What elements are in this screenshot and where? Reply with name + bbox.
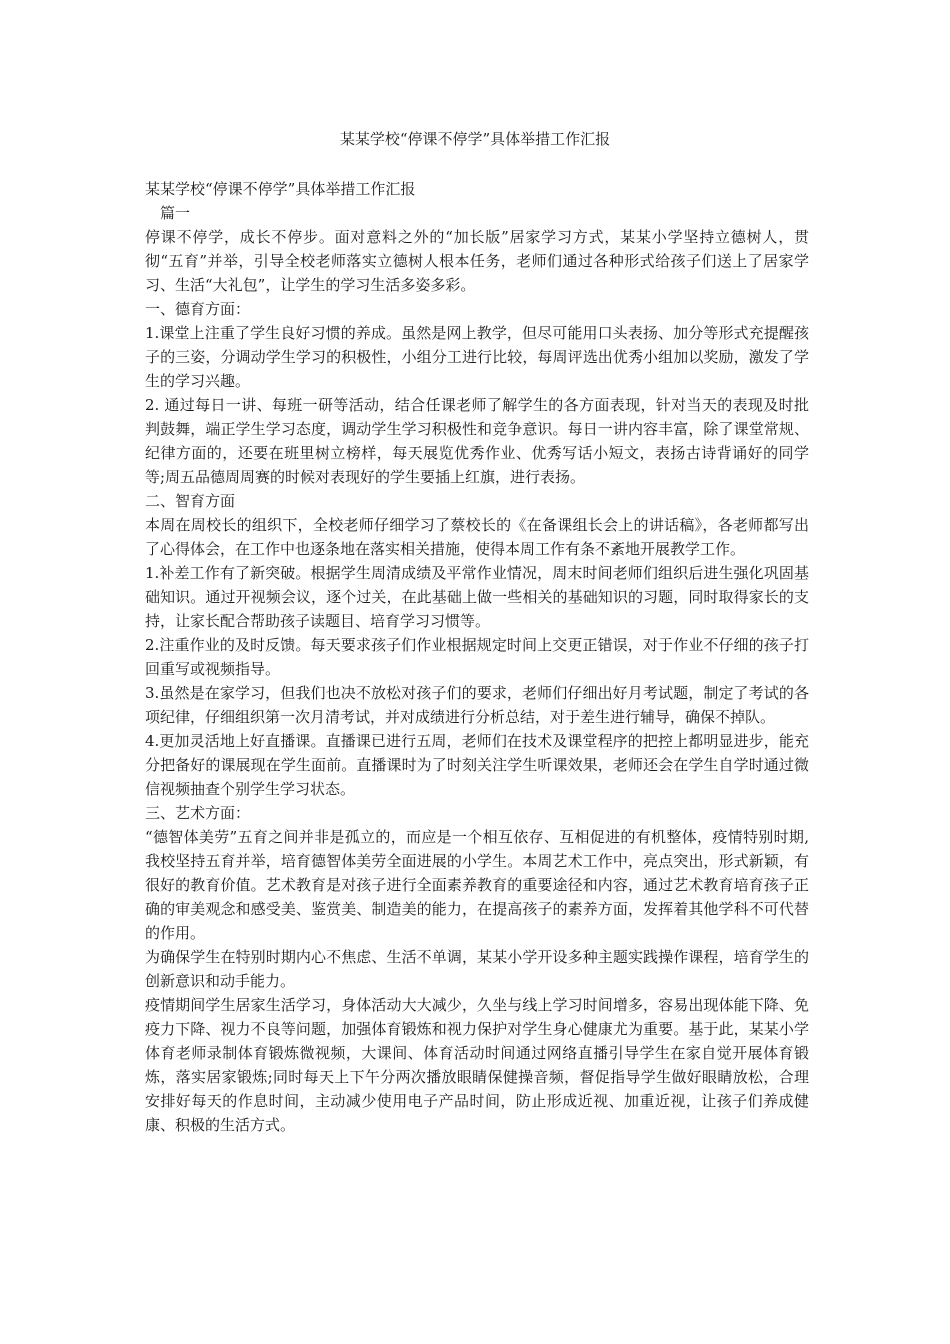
paragraph: 1.补差工作有了新突破。根据学生周清成绩及平常作业情况，周末时间老师们组织后进生强化巩固基础知识。通过开视频会议，逐个过关，在此基础上做一些相关的基础知识的习题，同时取得家长的支持，让家长配合帮助孩子读题目、培育学习习惯等。 <box>145 564 809 630</box>
document-body <box>145 177 809 1137</box>
document-title: 某某学校“停课不停学”具体举措工作汇报 <box>339 130 611 148</box>
paragraph: “德智体美劳”五育之间并非是孤立的，而应是一个相互依存、互相促进的有机整体，疫情特别时期,我校坚持五育并举，培育德智体美劳全面进展的小学生。本周艺术工作中，亮点突出，形式新颖，有很好的教育价值。艺术教育是对孩子进行全面素养教育的重要途径和内容，通过艺术教育培育孩子正确的审美观念和感受美、鉴赏美、制造美的能力，在提高孩子的素养方面，发挥着其他学科不可代替的作用。 <box>145 828 809 942</box>
section-heading: 一、德育方面： <box>145 300 251 318</box>
paragraph: 本周在周校长的组织下，全校老师仔细学习了蔡校长的《在备课组长会上的讲话稿》，各老师都写出了心得体会，在工作中也逐条地在落实相关措施，使得本周工作有条不紊地开展教学工作。 <box>145 516 809 558</box>
paragraph: 停课不停学，成长不停步。面对意料之外的“加长版”居家学习方式，某某小学坚持立德树人，贯彻“五育”并举，引导全校老师落实立德树人根本任务，老师们通过各种形式给孩子们送上了居家学习、生活“大礼包”，让学生的学习生活多姿多彩。 <box>145 228 809 294</box>
paragraph: 1.课堂上注重了学生良好习惯的养成。虽然是网上教学，但尽可能用口头表扬、加分等形式充提醒孩子的三姿，分调动学生学习的积极性，小组分工进行比较，每周评选出优秀小组加以奖励，激发了学生的学习兴趣。 <box>145 324 809 390</box>
paragraph: 疫情期间学生居家生活学习，身体活动大大减少，久坐与线上学习时间增多，容易出现体能下降、免疫力下降、视力不良等问题，加强体育锻炼和视力保护对学生身心健康尤为重要。基于此，某某小学体育老师录制体育锻炼微视频，大课间、体育活动时间通过网络直播引导学生在家自觉开展体育锻炼，落实居家锻炼;同时每天上下午分两次播放眼睛保健操音频，督促指导学生做好眼睛放松，合理安排好每天的作息时间，主动减少使用电子产品时间，防止形成近视、加重近视，让孩子们养成健康、积极的生活方式。 <box>145 996 809 1134</box>
part-label: 篇一 <box>160 204 191 222</box>
section-heading: 二、智育方面 <box>145 492 236 510</box>
paragraph: 4.更加灵活地上好直播课。直播课已进行五周，老师们在技术及课堂程序的把控上都明显进步，能充分把备好的课展现在学生面前。直播课时为了时刻关注学生听课效果，老师还会在学生自学时通过微信视频抽查个别学生学习状态。 <box>145 732 809 798</box>
paragraph: 3.虽然是在家学习，但我们也决不放松对孩子们的要求，老师们仔细出好月考试题，制定了考试的各项纪律，仔细组织第一次月清考试，并对成绩进行分析总结，对于差生进行辅导，确保不掉队。 <box>145 684 809 726</box>
paragraph: 为确保学生在特别时期内心不焦虑、生活不单调，某某小学开设多种主题实践操作课程，培育学生的创新意识和动手能力。 <box>145 948 809 990</box>
paragraph: 2. 通过每日一讲、每班一研等活动，结合任课老师了解学生的各方面表现，针对当天的表现及时批判鼓舞，端正学生学习态度，调动学生学习积极性和竞争意识。每日一讲内容丰富，除了课堂常规、纪律方面的，还要在班里树立榜样，每天展览优秀作业、优秀写话小短文，表扬古诗背诵好的同学等;周五品德周周赛的时候对表现好的学生要插上红旗，进行表扬。 <box>145 396 809 486</box>
paragraph: 2.注重作业的及时反馈。每天要求孩子们作业根据规定时间上交更正错误，对于作业不仔细的孩子打回重写或视频指导。 <box>145 636 809 678</box>
document-subtitle: 某某学校“停课不停学”具体举措工作汇报 <box>145 180 416 198</box>
section-heading: 三、艺术方面： <box>145 804 251 822</box>
